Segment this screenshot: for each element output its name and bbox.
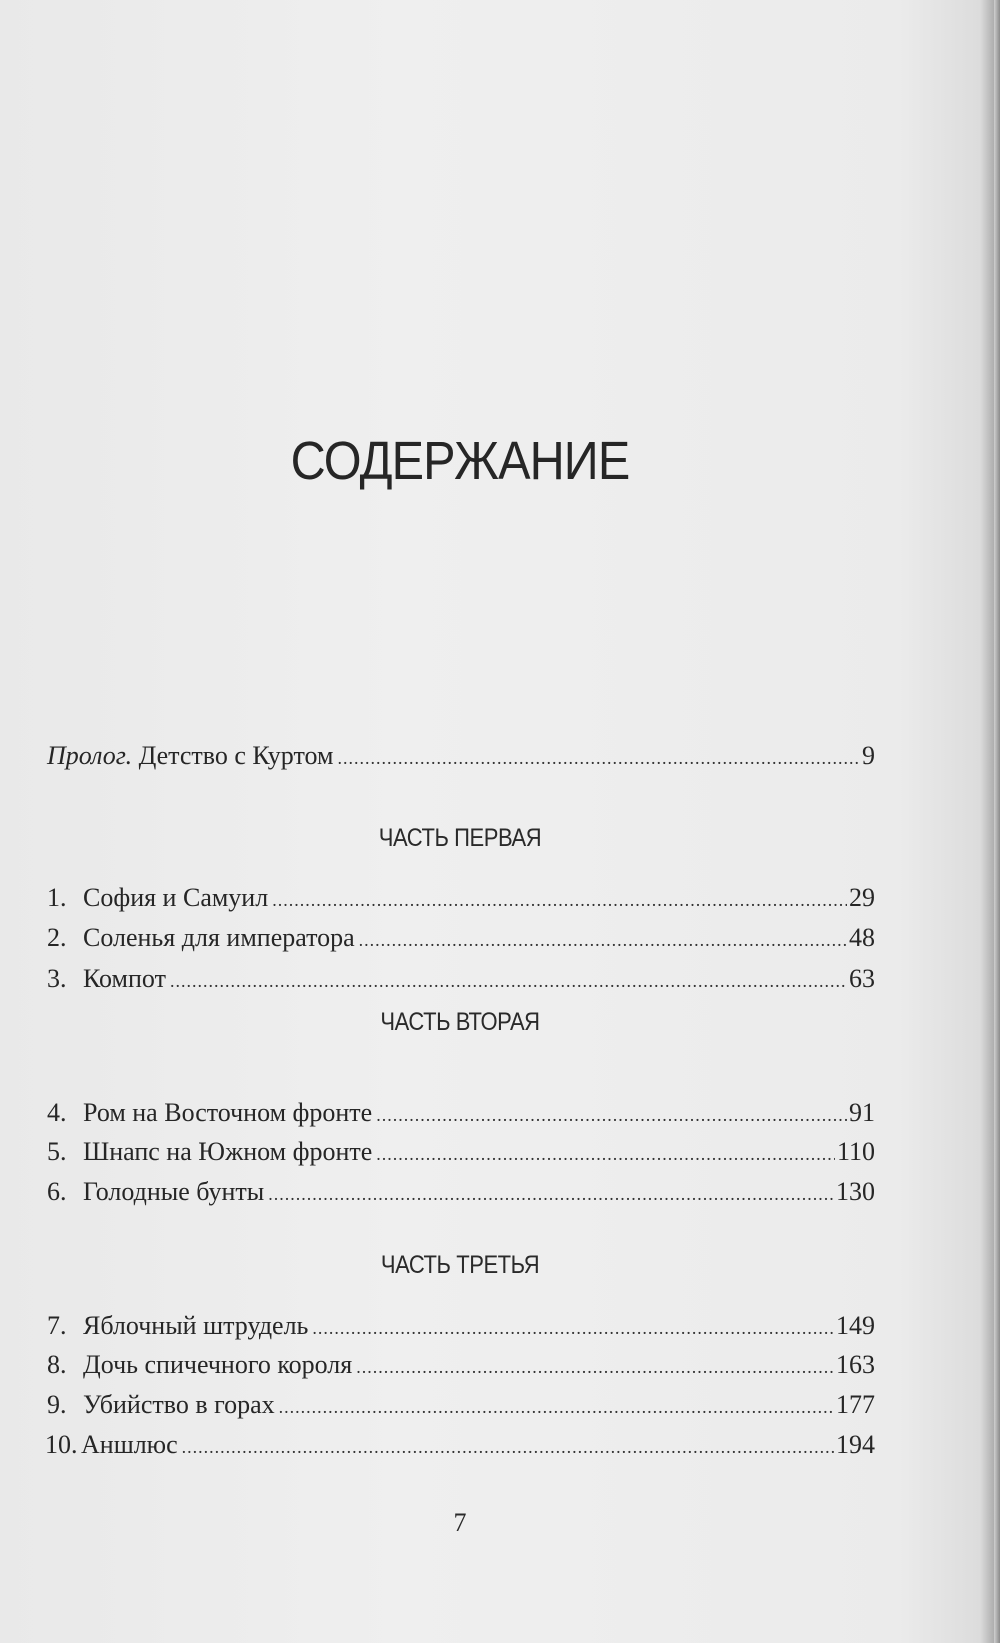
toc-entry <box>47 1176 875 1210</box>
entry-title: Соленья для императора <box>83 923 355 952</box>
entry-page: 29 <box>849 883 875 912</box>
entry-title: Дочь спичечного короля <box>83 1350 353 1379</box>
toc-entry <box>47 1136 875 1170</box>
toc-entry <box>47 1429 875 1463</box>
leader-dots <box>337 742 860 774</box>
page-edge <box>994 0 1000 1643</box>
leader-dots <box>268 1178 834 1210</box>
toc-entry <box>47 1349 875 1383</box>
page-title: СОДЕРЖАНИЕ <box>290 431 630 491</box>
entry-title: Аншлюс <box>81 1430 178 1459</box>
entry-number: 1. <box>47 883 67 912</box>
toc-entry <box>47 922 875 956</box>
entry-number: 2. <box>47 923 67 952</box>
leader-dots <box>359 924 847 956</box>
entry-page: 63 <box>849 964 875 993</box>
leader-dots <box>170 965 847 997</box>
entry-page: 91 <box>849 1098 875 1127</box>
entry-page: 177 <box>836 1390 875 1419</box>
entry-number: 9. <box>47 1390 67 1419</box>
toc-entry <box>47 882 875 916</box>
page-number: 7 <box>453 1508 467 1537</box>
entry-page: 130 <box>836 1177 875 1206</box>
toc-entry <box>47 1310 875 1344</box>
leader-dots <box>279 1391 834 1423</box>
part-heading-2: ЧАСТЬ ВТОРАЯ <box>380 1008 540 1036</box>
entry-number: 3. <box>47 964 67 993</box>
leader-dots <box>182 1431 834 1463</box>
entry-number: 6. <box>47 1177 67 1206</box>
toc-entry <box>47 963 875 997</box>
entry-title: София и Самуил <box>83 883 269 912</box>
entry-title: Компот <box>83 964 166 993</box>
entry-title: Яблочный штрудель <box>83 1311 309 1340</box>
entry-title: Убийство в горах <box>83 1390 275 1419</box>
entry-number: 4. <box>47 1098 67 1127</box>
entry-title: Шнапс на Южном фронте <box>83 1137 373 1166</box>
entry-page: 149 <box>836 1311 875 1340</box>
leader-dots <box>312 1312 834 1344</box>
leader-dots <box>376 1099 847 1131</box>
entry-number: 5. <box>47 1137 67 1166</box>
entry-page: 9 <box>862 741 875 770</box>
entry-page: 163 <box>836 1350 875 1379</box>
leader-dots <box>356 1351 834 1383</box>
entry-title: Голодные бунты <box>83 1177 265 1206</box>
entry-page: 194 <box>836 1430 875 1459</box>
entry-page: 48 <box>849 923 875 952</box>
leader-dots <box>272 884 847 916</box>
entry-page: 110 <box>836 1137 875 1166</box>
entry-title: Ром на Восточном фронте <box>83 1098 373 1127</box>
entry-number: 8. <box>47 1350 67 1379</box>
toc-entry <box>47 1389 875 1423</box>
toc-entry-prologue <box>47 740 875 774</box>
part-heading-3: ЧАСТЬ ТРЕТЬЯ <box>380 1251 540 1279</box>
toc-entry <box>47 1097 875 1131</box>
entry-title: Детство с Куртом <box>138 741 334 770</box>
leader-dots <box>376 1138 835 1170</box>
entry-number: 7. <box>47 1311 67 1340</box>
entry-number: 10. <box>45 1430 78 1459</box>
part-heading-1: ЧАСТЬ ПЕРВАЯ <box>378 824 542 852</box>
prologue-prefix: Пролог. <box>47 741 133 770</box>
